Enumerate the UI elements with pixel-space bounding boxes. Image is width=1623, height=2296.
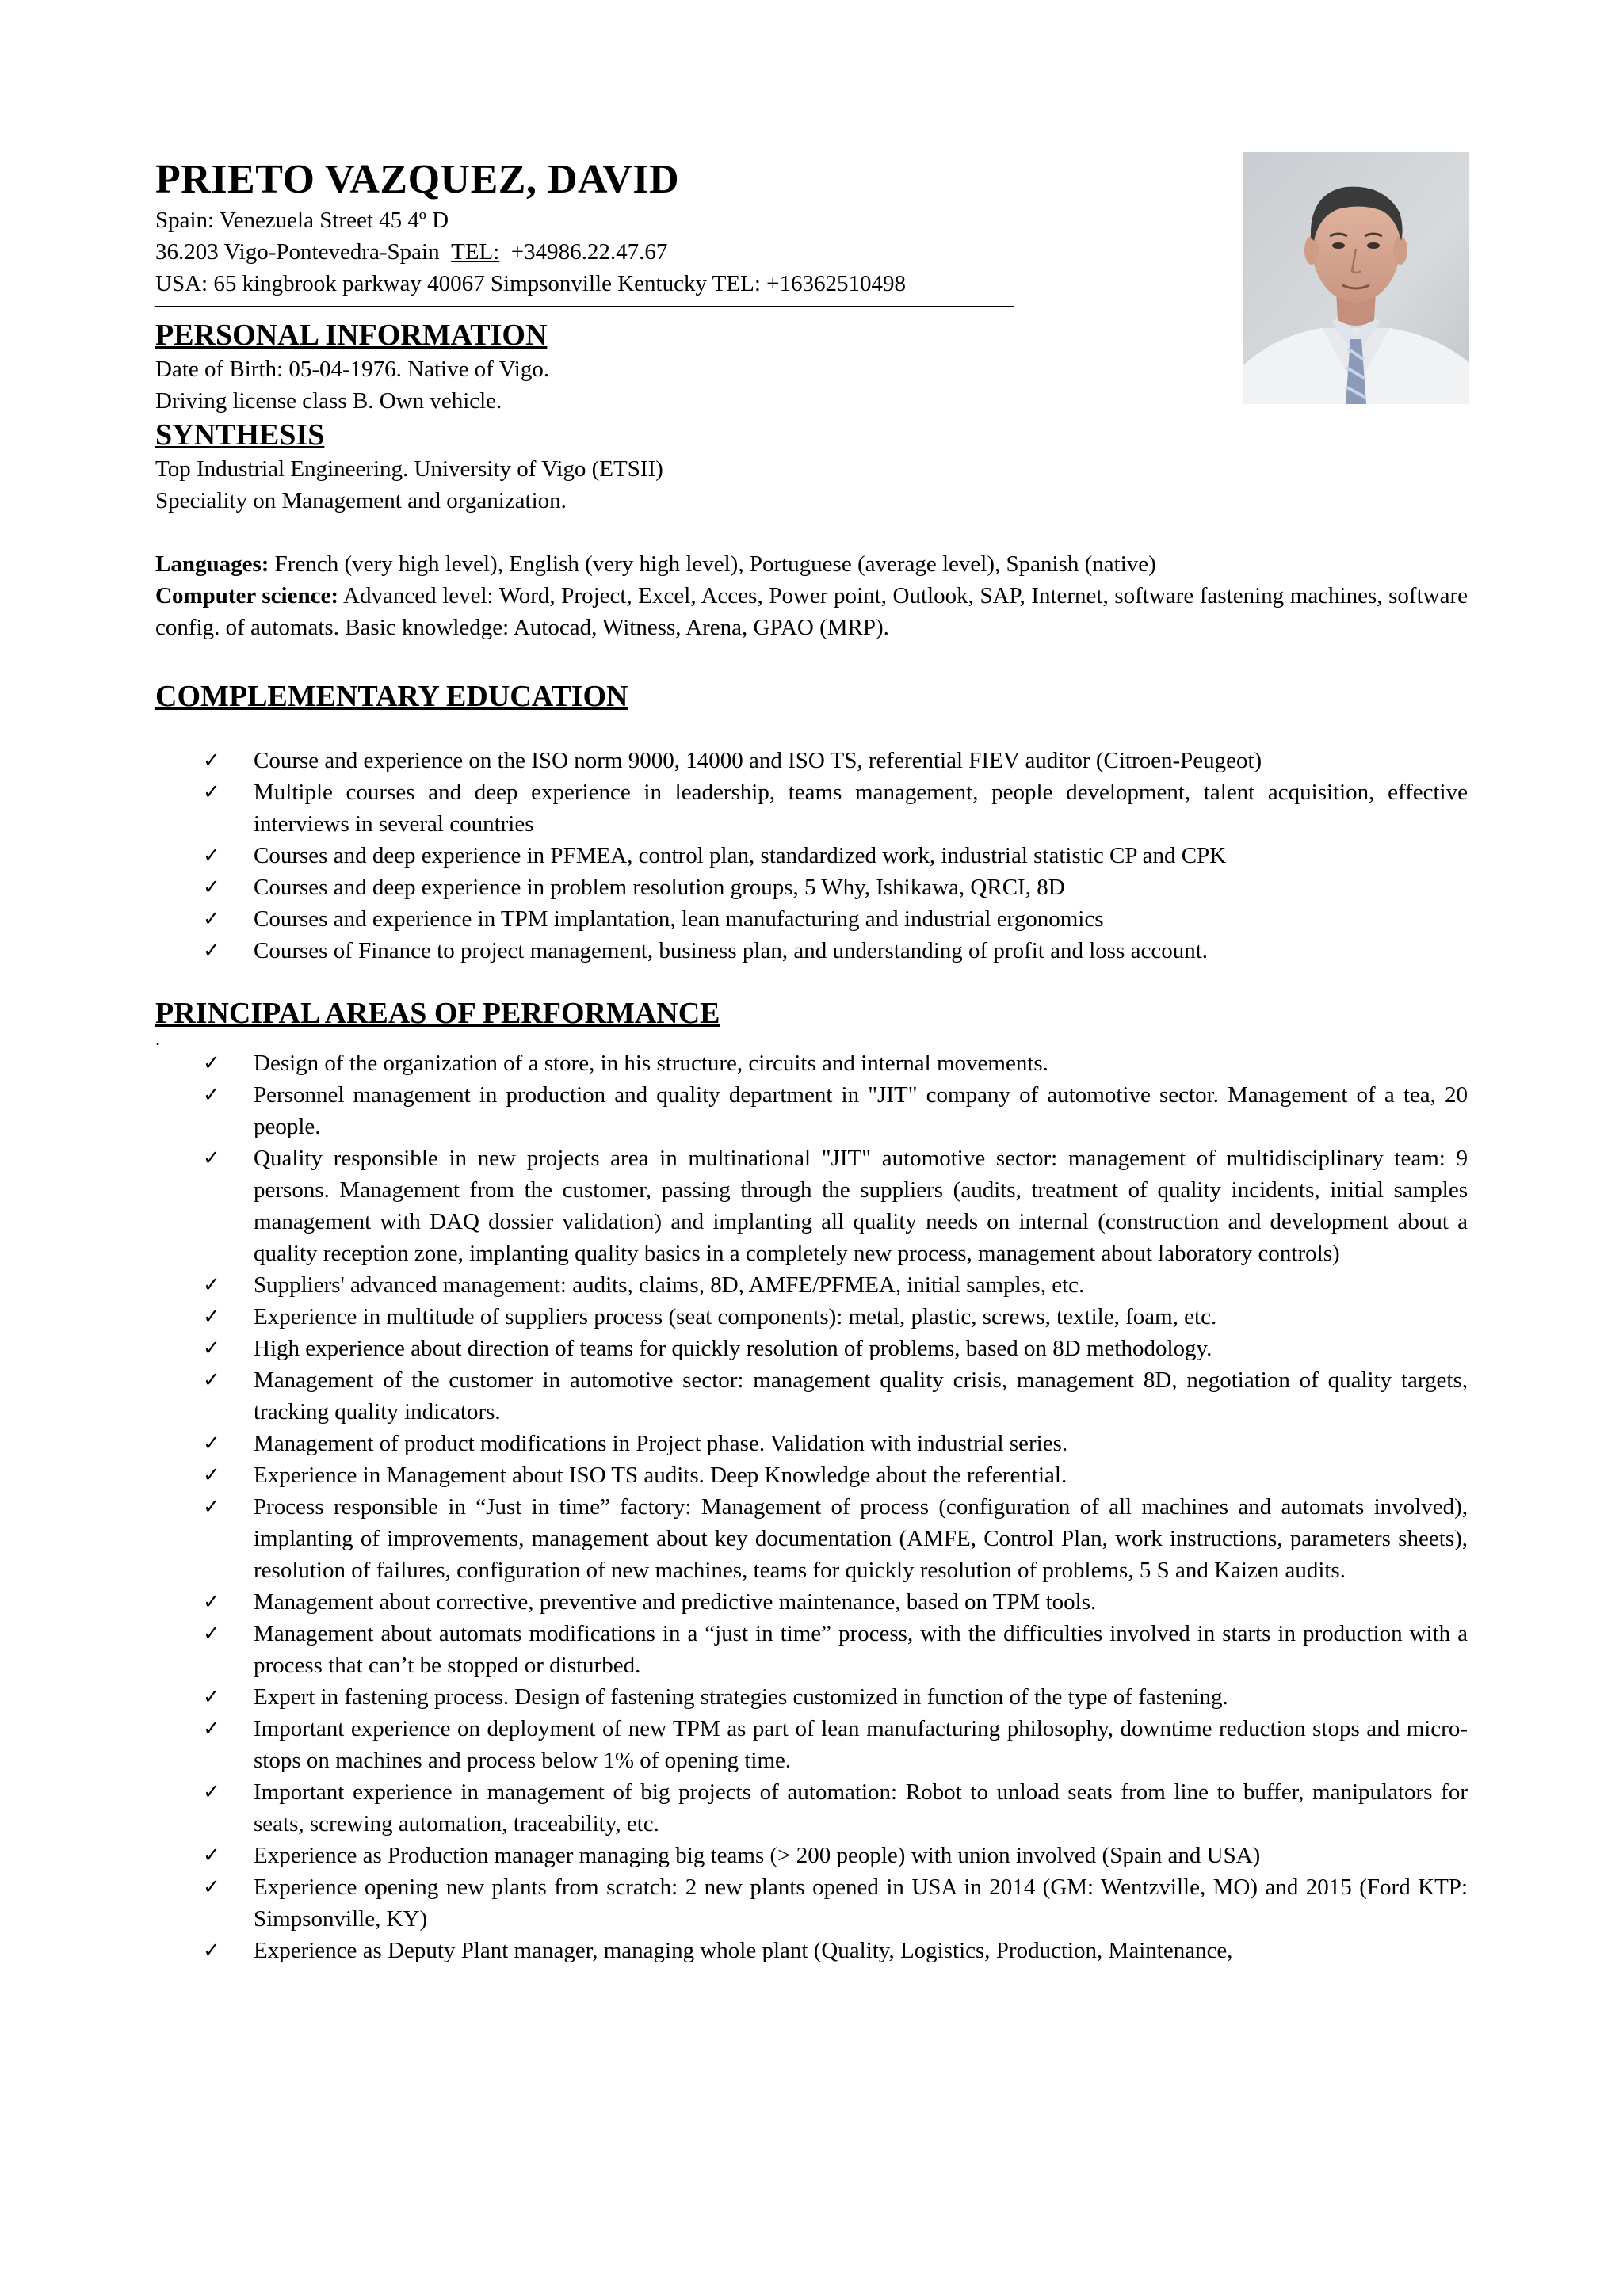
header-divider (155, 306, 1014, 307)
check-icon: ✓ (203, 1051, 220, 1075)
list-item (155, 1333, 1468, 1364)
performance-text: Important experience in management of big projects of automation: Robot to unload seats from line to buffer, manipulators for seats, screwing automation, traceability, etc. (254, 1779, 1468, 1836)
list-item (155, 1301, 1468, 1333)
languages-text: French (very high level), English (very high level), Portuguese (average level), Spanish (native) (274, 551, 1156, 577)
synthesis-line: Top Industrial Engineering. University of Vigo (ETSII) (155, 456, 663, 482)
list-item (155, 840, 1468, 871)
performance-text: Management of the customer in automotive sector: management quality crisis, management 8D, negotiation of quality targets, tracking quality indicators. (254, 1367, 1468, 1425)
list-item (155, 1269, 1468, 1301)
check-icon: ✓ (203, 1368, 220, 1392)
list-item (155, 1840, 1468, 1871)
list-item (155, 1142, 1468, 1269)
check-icon: ✓ (203, 1432, 220, 1455)
list-item (155, 1713, 1468, 1776)
check-icon: ✓ (203, 1875, 220, 1899)
synthesis-line: Speciality on Management and organization. (155, 488, 567, 513)
list-item (155, 1491, 1468, 1586)
address-spain: Spain: Venezuela Street 45 4º D (155, 208, 449, 233)
performance-text: Expert in fastening process. Design of fastening strategies customized in function of the type of fastening. (254, 1684, 1228, 1710)
check-icon: ✓ (203, 749, 220, 772)
education-text: Multiple courses and deep experience in leadership, teams management, people development, talent acquisition, effective interviews in several countries (254, 780, 1468, 837)
list-item (155, 1364, 1468, 1428)
performance-text: High experience about direction of teams for quickly resolution of problems, based on 8D methodology. (254, 1336, 1212, 1361)
education-list (155, 745, 1468, 967)
check-icon: ✓ (203, 939, 220, 963)
performance-text: Experience in Management about ISO TS audits. Deep Knowledge about the referential. (254, 1463, 1067, 1488)
tel-label: TEL: (451, 239, 500, 265)
check-icon: ✓ (203, 1622, 220, 1646)
performance-text: Management about corrective, preventive and predictive maintenance, based on TPM tools. (254, 1589, 1097, 1615)
stray-dot: . (155, 1029, 160, 1050)
personal-line: Driving license class B. Own vehicle. (155, 388, 502, 414)
performance-text: Experience as Production manager managing big teams (> 200 people) with union involved (Spain and USA) (254, 1843, 1261, 1868)
check-icon: ✓ (203, 1495, 220, 1519)
check-icon: ✓ (203, 780, 220, 804)
check-icon: ✓ (203, 1273, 220, 1297)
education-text: Courses and deep experience in problem resolution groups, 5 Why, Ishikawa, QRCI, 8D (254, 875, 1065, 900)
list-item (155, 935, 1468, 967)
check-icon: ✓ (203, 1939, 220, 1962)
list-item (155, 1935, 1468, 1966)
tel-spain: +34986.22.47.67 (510, 239, 668, 265)
check-icon: ✓ (203, 875, 220, 899)
performance-text: Management about automats modifications in a “just in time” process, with the difficulties involved in starts in production with a process that can’t be stopped or disturbed. (254, 1621, 1468, 1678)
performance-text: Experience as Deputy Plant manager, managing whole plant (Quality, Logistics, Production, Maintenance, (254, 1938, 1233, 1963)
check-icon: ✓ (203, 1685, 220, 1709)
education-text: Courses and experience in TPM implantation, lean manufacturing and industrial ergonomics (254, 906, 1104, 932)
list-item (155, 871, 1468, 903)
section-title-education: COMPLEMENTARY EDUCATION (155, 680, 628, 713)
computer-science-line (155, 580, 1468, 643)
personal-line: Date of Birth: 05-04-1976. Native of Vigo. (155, 357, 550, 382)
city-phone-line (155, 236, 1468, 268)
list-item (155, 745, 1468, 776)
performance-list (155, 1047, 1468, 1966)
list-item (155, 1459, 1468, 1491)
check-icon: ✓ (203, 844, 220, 868)
section-title-performance: PRINCIPAL AREAS OF PERFORMANCE (155, 997, 720, 1030)
candidate-name: PRIETO VAZQUEZ, DAVID (155, 157, 680, 202)
check-icon: ✓ (203, 1717, 220, 1741)
performance-text: Experience opening new plants from scratch: 2 new plants opened in USA in 2014 (GM: Wentzville, MO) and 2015 (Ford KTP: Simpsonville, KY) (254, 1875, 1468, 1932)
computer-label: Computer science: (155, 583, 338, 608)
check-icon: ✓ (203, 907, 220, 931)
education-text: Courses of Finance to project management, business plan, and understanding of profit and loss account. (254, 938, 1209, 963)
section-title-personal: PERSONAL INFORMATION (155, 318, 548, 352)
check-icon: ✓ (203, 1337, 220, 1360)
check-icon: ✓ (203, 1146, 220, 1170)
check-icon: ✓ (203, 1844, 220, 1867)
section-title-synthesis: SYNTHESIS (155, 418, 325, 452)
performance-text: Experience in multitude of suppliers process (seat components): metal, plastic, screws, textile, foam, etc. (254, 1304, 1217, 1329)
performance-text: Management of product modifications in Project phase. Validation with industrial series. (254, 1431, 1068, 1456)
list-item (155, 1047, 1468, 1079)
performance-text: Personnel management in production and quality department in "JIT" company of automotive sector. Management of a tea, 20 people. (254, 1082, 1468, 1139)
city-text: 36.203 Vigo-Pontevedra-Spain (155, 239, 440, 265)
performance-text: Quality responsible in new projects area in multinational "JIT" automotive sector: management of multidisciplinary team: 9 persons. Management from the customer, passing through the suppliers (audits, treatment of quality incidents, initial samples management with DAQ dossier validation) and implanting all quality needs on internal (construction and development about a quality reception zone, implanting quality basics in a completely new process, management about laboratory controls) (254, 1146, 1468, 1266)
check-icon: ✓ (203, 1463, 220, 1487)
check-icon: ✓ (203, 1305, 220, 1329)
address-usa: USA: 65 kingbrook parkway 40067 Simpsonville Kentucky TEL: +16362510498 (155, 271, 906, 296)
list-item (155, 1586, 1468, 1618)
education-text: Course and experience on the ISO norm 9000, 14000 and ISO TS, referential FIEV auditor (Citroen-Peugeot) (254, 748, 1262, 773)
list-item (155, 776, 1468, 840)
performance-text: Suppliers' advanced management: audits, claims, 8D, AMFE/PFMEA, initial samples, etc. (254, 1272, 1085, 1298)
performance-text: Important experience on deployment of new TPM as part of lean manufacturing philosophy, downtime reduction stops and micro-stops on machines and process below 1% of opening time. (254, 1716, 1468, 1773)
list-item (155, 1776, 1468, 1840)
list-item (155, 1871, 1468, 1935)
list-item (155, 1618, 1468, 1681)
education-text: Courses and deep experience in PFMEA, control plan, standardized work, industrial statistic CP and CPK (254, 843, 1227, 868)
languages-line (155, 548, 1468, 580)
list-item (155, 1079, 1468, 1142)
check-icon: ✓ (203, 1083, 220, 1107)
performance-text: Design of the organization of a store, in his structure, circuits and internal movements. (254, 1051, 1048, 1076)
list-item (155, 903, 1468, 935)
list-item (155, 1681, 1468, 1713)
check-icon: ✓ (203, 1590, 220, 1614)
languages-label: Languages: (155, 551, 269, 577)
list-item (155, 1428, 1468, 1459)
computer-text: Advanced level: Word, Project, Excel, Acces, Power point, Outlook, SAP, Internet, software fastening machines, software config. of automats. Basic knowledge: Autocad, Witness, Arena, GPAO (MRP). (155, 583, 1468, 640)
performance-text: Process responsible in “Just in time” factory: Management of process (configuration of all machines and automats involved), implanting of improvements, management about key documentation (AMFE, Control Plan, work instructions, parameters sheets), resolution of failures, configuration of new machines, teams for quickly resolution of problems, 5 S and Kaizen audits. (254, 1494, 1468, 1583)
check-icon: ✓ (203, 1780, 220, 1804)
resume-content (155, 155, 1468, 1966)
spacer (155, 517, 1468, 548)
